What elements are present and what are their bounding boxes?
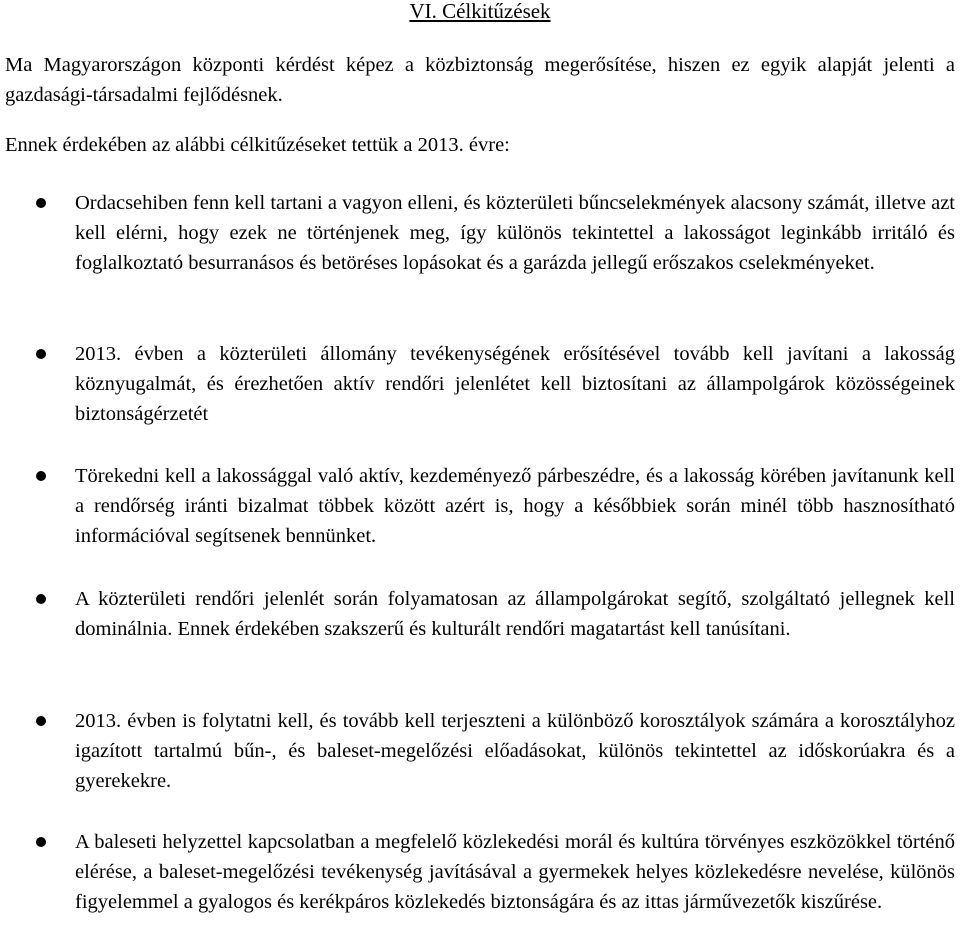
goal-text: A közterületi rendőri jelenlét során folyamatosan az állampolgárokat segítő, szolgáltató jellegnek kell dominálnia. Ennek érdekében szakszerű és kulturált rendőri magatartást kell tanúsítani.: [75, 588, 955, 641]
section-title: VI. Célkitűzések: [409, 0, 551, 23]
bullet-icon: [36, 471, 46, 481]
bullet-icon: [36, 349, 46, 359]
bullet-icon: [36, 837, 46, 847]
goal-text: Ordacsehiben fenn kell tartani a vagyon elleni, és közterületi bűncselekmények alacsony számát, illetve azt kell elérni, hogy ezek ne történjenek meg, így különös tekintettel a lakosságot leginkább irritáló és foglalkoztató besurranásos és betöréses lopásokat és a garázda jellegű erőszakos cselekményeket.: [75, 192, 955, 275]
goal-text: 2013. évben a közterületi állomány tevékenységének erősítésével tovább kell javítani a lakosság köznyugalmát, és érezhetően aktív rendőri jelenlétet kell biztosítani az állampolgárok közösségeinek biztonságérzetét: [75, 343, 955, 426]
bullet-icon: [36, 594, 46, 604]
bullet-icon: [36, 716, 46, 726]
intro-paragraph: Ma Magyarországon központi kérdést képez a közbiztonság megerősítése, hiszen ez egyik alapját jelenti a gazdasági-társadalmi fejlődésnek.: [5, 54, 955, 107]
goal-text: Törekedni kell a lakossággal való aktív, kezdeményező párbeszédre, és a lakosság körében javítanunk kell a rendőrség iránti bizalmat többek között azért is, hogy a későbbiek során minél több hasznosítható információval segítsenek bennünket.: [75, 465, 955, 548]
goal-text: 2013. évben is folytatni kell, és tovább kell terjeszteni a különböző korosztályok számára a korosztályhoz igazított tartalmú bűn-, és baleset-megelőzési előadásokat, különös tekintettel az időskorúakra és a gyerekekre.: [75, 710, 955, 793]
intro-lead-in: Ennek érdekében az alábbi célkitűzéseket tettük a 2013. évre:: [5, 134, 510, 156]
bullet-icon: [36, 198, 46, 208]
goal-text: A baleseti helyzettel kapcsolatban a megfelelő közlekedési morál és kultúra törvényes eszközökkel történő elérése, a baleset-megelőzési tevékenység javításával a gyermekek helyes közlekedésre nevelése, különös figyelemmel a gyalogos és kerékpáros közlekedés biztonságára és az ittas járművezetők kiszűrése.: [75, 831, 955, 914]
